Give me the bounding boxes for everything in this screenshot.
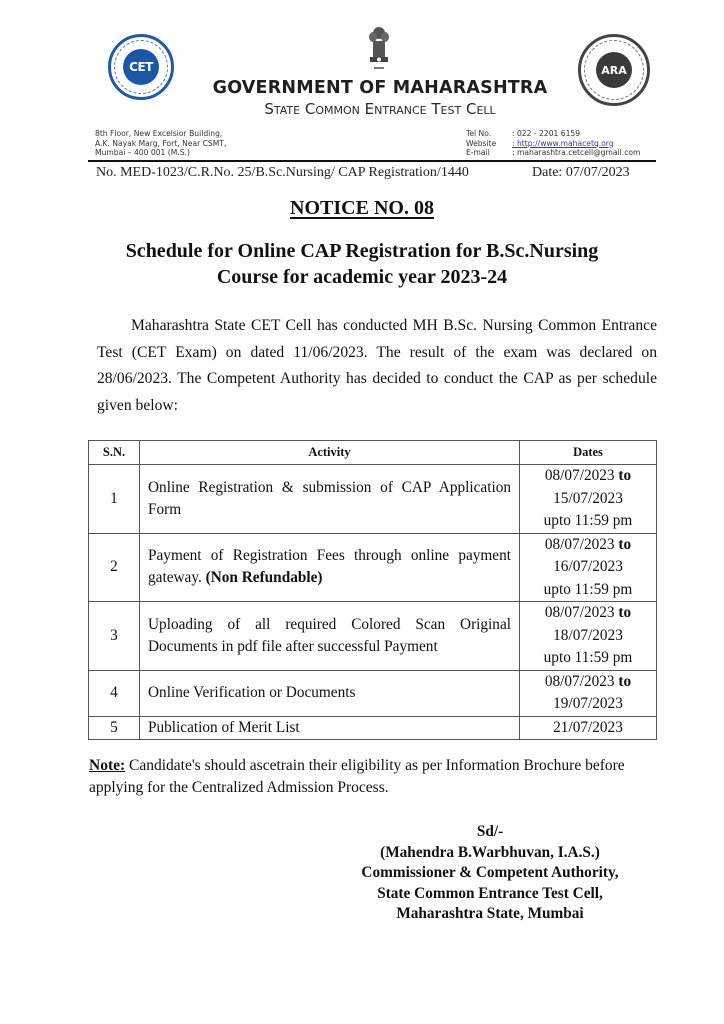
cell-sn: 1 <box>89 465 140 534</box>
ara-logo <box>578 34 650 106</box>
cet-cell-logo <box>108 34 174 100</box>
header-dates: Dates <box>520 441 657 465</box>
signature-block <box>340 822 640 925</box>
contact-website <box>466 139 640 149</box>
address-line: A.K. Nayak Marg, Fort, Near CSMT, <box>95 138 227 148</box>
reference-number: No. MED-1023/C.R.No. 25/B.Sc.Nursing/ CAP Registration/1440 <box>96 165 469 180</box>
date-to: 15/07/2023 <box>553 489 623 507</box>
subject-line: Course for academic year 2023-24 <box>216 266 508 288</box>
date-to-word: to <box>618 467 632 484</box>
cell-activity <box>140 670 520 716</box>
date-to: 18/07/2023 <box>553 626 623 644</box>
cell-dates <box>520 602 657 671</box>
date-to-word: to <box>618 672 632 690</box>
website-link[interactable]: : http://www.mahacetq.org <box>512 138 614 148</box>
activity-bold-text: (Non Refundable) <box>205 569 323 587</box>
national-emblem-icon <box>364 24 394 74</box>
date-from: 08/07/2023 <box>544 672 615 690</box>
cell-activity <box>140 602 520 671</box>
header-activity: Activity <box>140 441 520 465</box>
date-from: 08/07/2023 <box>544 604 615 621</box>
cell-sn: 3 <box>89 602 140 671</box>
signatory-office: State Common Entrance Test Cell, <box>377 884 603 902</box>
address-line: Mumbai – 400 001 (M.S.) <box>95 148 190 157</box>
office-address <box>95 129 226 158</box>
activity-text: Online Registration & submission of CAP Application Form <box>148 478 511 518</box>
header-sn: S.N. <box>89 441 140 465</box>
date-to: 16/07/2023 <box>553 558 623 575</box>
cell-dates <box>520 533 657 602</box>
header-divider <box>88 160 656 162</box>
contact-value: : maharashtra.cetcell@gmail.com <box>512 148 641 157</box>
notice-number: NOTICE NO. 08 <box>290 197 434 219</box>
notice-paragraph <box>97 313 657 419</box>
table-row <box>89 533 657 602</box>
contact-label: Tel No. <box>466 129 492 138</box>
table-row <box>89 602 657 671</box>
table-row <box>89 670 657 716</box>
note-label: Note: <box>89 757 126 774</box>
date-to: 19/07/2023 <box>553 695 623 712</box>
cell-sn: 4 <box>89 670 140 716</box>
cell-dates <box>520 465 657 534</box>
notice-subject <box>80 238 644 290</box>
signature-sd: Sd/- <box>476 823 504 840</box>
ara-logo-icon: ARA <box>596 52 632 88</box>
date-from: 21/07/2023 <box>553 718 623 736</box>
table-header-row <box>89 441 657 465</box>
cell-activity <box>140 716 520 740</box>
date-from: 08/07/2023 <box>544 467 615 484</box>
cell-activity <box>140 533 520 602</box>
table-row <box>89 716 657 740</box>
activity-text: Online Verification or Documents <box>148 684 356 701</box>
table-row <box>89 465 657 534</box>
paragraph-text: Maharashtra State CET Cell has conducted MH B.Sc. Nursing Common Entrance Test (CET Exam) on dated 11/06/2023. The result of the exam was declared on 28/06/2023. The Competent Authority has decided to conduct the CAP as per schedule given below: <box>97 317 657 414</box>
contact-label: E-mail <box>466 148 490 157</box>
signatory-designation: Commissioner & Competent Authority, <box>361 864 619 881</box>
signatory-location: Maharashtra State, Mumbai <box>396 905 584 922</box>
subject-line: Schedule for Online CAP Registration for B.Sc.Nursing <box>125 240 599 262</box>
contact-email <box>466 148 640 158</box>
date-to-word: to <box>618 604 632 621</box>
cell-dates <box>520 716 657 740</box>
address-line: 8th Floor, New Excelsior Building, <box>95 129 223 138</box>
cell-sn: 2 <box>89 533 140 602</box>
contact-tel <box>466 129 640 139</box>
contact-value: : 022 - 2201 6159 <box>512 129 581 138</box>
date-time: upto 11:59 pm <box>543 649 633 666</box>
cell-dates <box>520 670 657 716</box>
date-to-word: to <box>618 535 632 553</box>
cell-sn: 5 <box>89 716 140 740</box>
cet-cell-logo-icon: CET <box>123 49 159 85</box>
schedule-table <box>88 440 657 740</box>
contact-label: Website <box>466 138 497 148</box>
activity-text: Publication of Merit List <box>148 718 300 736</box>
note-text: Candidate's should ascetrain their eligibility as per Information Brochure before applying for the Centralized Admission Process. <box>89 757 625 796</box>
activity-text: Payment of Registration Fees through online payment gateway. <box>148 547 511 587</box>
date-from: 08/07/2023 <box>544 535 615 553</box>
notice-date: Date: 07/07/2023 <box>532 165 630 180</box>
cell-activity <box>140 465 520 534</box>
eligibility-note <box>89 755 659 799</box>
date-time: upto 11:59 pm <box>543 580 633 598</box>
signatory-name: (Mahendra B.Warbhuvan, I.A.S.) <box>380 843 600 861</box>
government-title: GOVERNMENT OF MAHARASHTRA <box>212 78 548 98</box>
organization-subtitle: State Common Entrance Test Cell <box>264 100 496 118</box>
date-time: upto 11:59 pm <box>543 512 633 529</box>
activity-text: Uploading of all required Colored Scan Original Documents in pdf file after successful Payment <box>148 615 511 655</box>
contact-details <box>466 129 640 158</box>
